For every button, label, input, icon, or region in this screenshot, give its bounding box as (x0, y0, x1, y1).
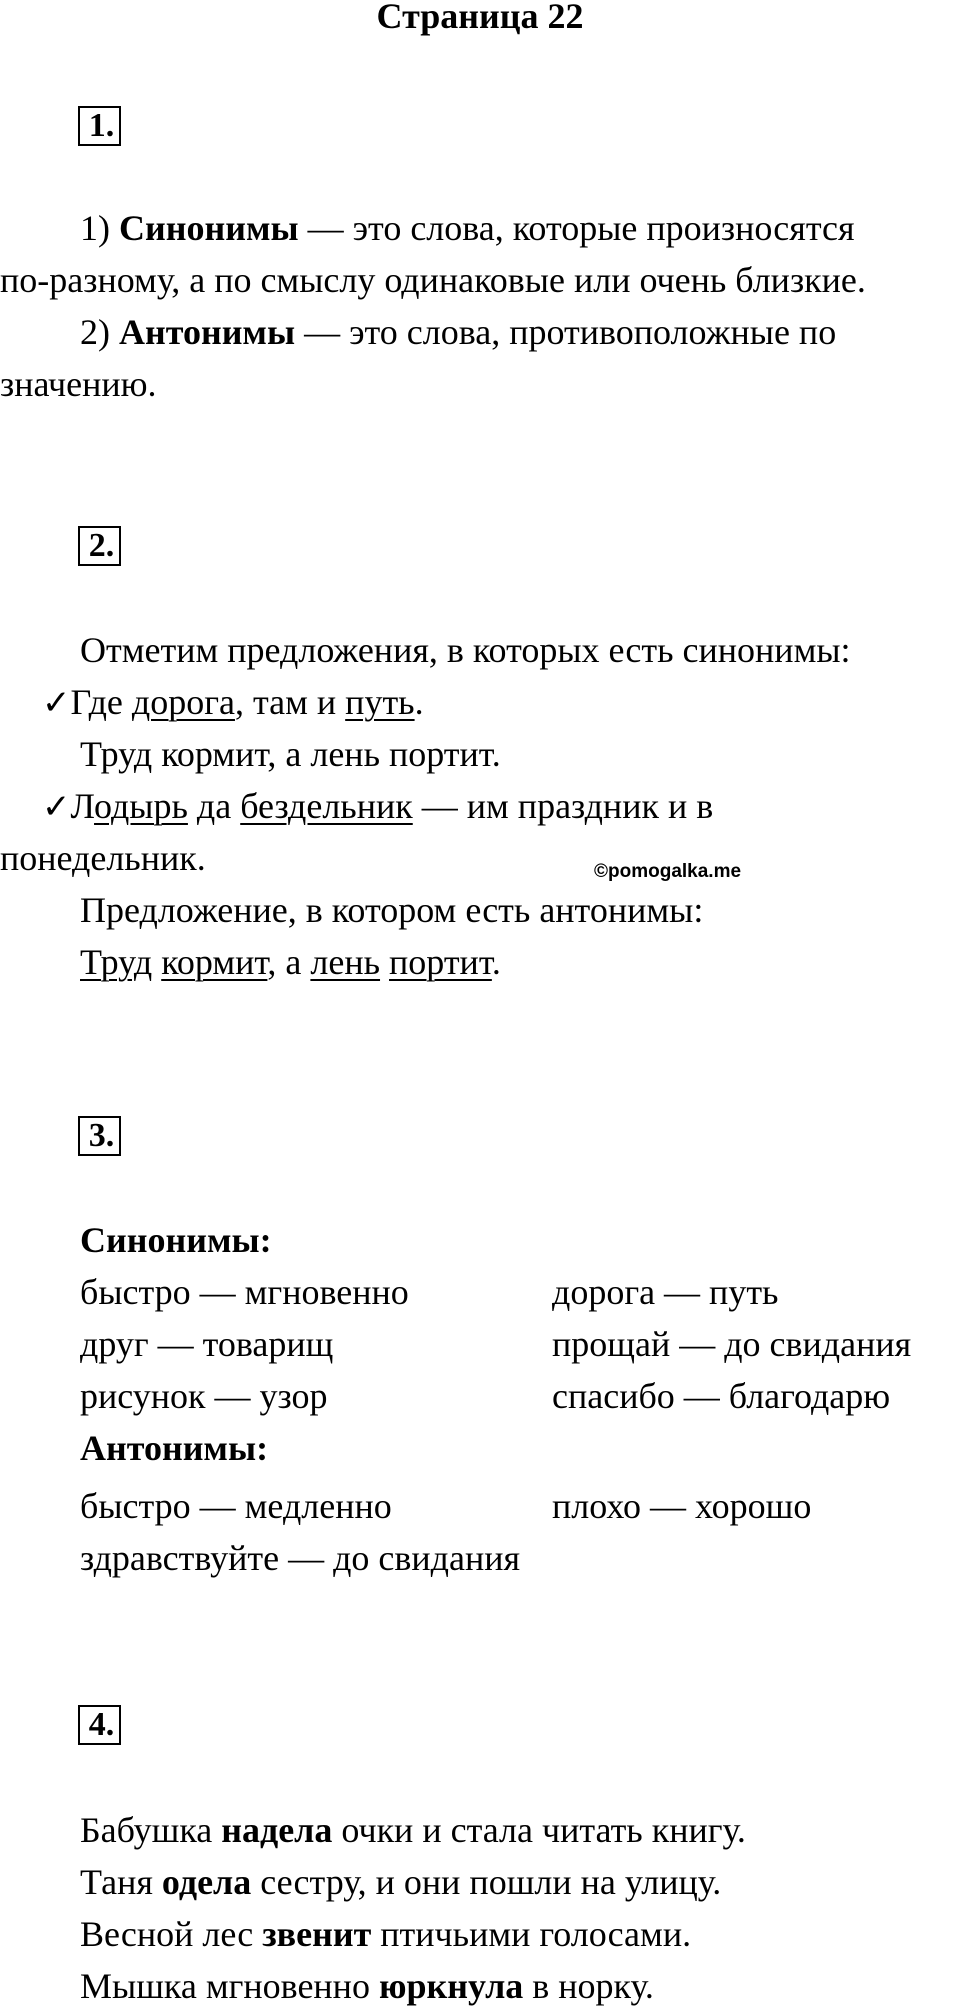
task-4-number: 4. (78, 1705, 121, 1745)
task-1-line-1: 1) Синонимы — это слова, которые произносятся (80, 208, 855, 248)
term-synonyms: Синонимы (119, 208, 299, 248)
task-1-line-2: по-разному, а по смыслу одинаковые или очень близкие. (0, 260, 866, 300)
task-1-number: 1. (78, 106, 121, 146)
checkmark-icon: ✓ (42, 683, 71, 723)
synonym-pair: друг — товарищ (80, 1324, 334, 1364)
synonym-pair: рисунок — узор (80, 1376, 328, 1416)
watermark: ©pomogalka.me (594, 861, 742, 882)
page-title: Страница 22 (376, 0, 584, 36)
synonym-pair: дорога — путь (552, 1272, 779, 1312)
antonym-pair: здравствуйте — до свидания (80, 1538, 521, 1578)
task-4-sentence-3: Весной лес звенит птичьими голосами. (80, 1914, 692, 1954)
task-2-sentence-3: ✓Лодырь да бездельник — им праздник и в (42, 786, 714, 827)
task-1-line-3: 2) Антонимы — это слова, противоположные по (80, 312, 837, 352)
synonym-pair: быстро — мгновенно (80, 1272, 409, 1312)
task-2-sentence-3-continued: понедельник. (0, 838, 206, 878)
task-1-line-4: значению. (0, 364, 157, 404)
task-4-sentence-2: Таня одела сестру, и они пошли на улицу. (80, 1862, 722, 1902)
synonym-pair: спасибо — благодарю (552, 1376, 891, 1416)
task-2-number: 2. (78, 526, 121, 566)
task-2-sentence-2: Труд кормит, а лень портит. (80, 734, 501, 774)
antonym-pair: плохо — хорошо (552, 1486, 812, 1526)
term-antonyms: Антонимы (119, 312, 296, 352)
task-3-number: 3. (78, 1116, 121, 1156)
task-4-sentence-1: Бабушка надела очки и стала читать книгу. (80, 1810, 746, 1850)
task-2-sentence-1: ✓Где дорога, там и путь. (42, 682, 424, 723)
synonym-pair: прощай — до свидания (552, 1324, 912, 1364)
task-2-antonym-intro: Предложение, в котором есть антонимы: (80, 890, 704, 930)
task-2-intro: Отметим предложения, в которых есть синонимы: (80, 630, 851, 670)
antonyms-header: Антонимы: (80, 1428, 269, 1468)
task-2-sentence-4: Труд кормит, а лень портит. (80, 942, 501, 982)
task-4-sentence-4: Мышка мгновенно юркнула в норку. (80, 1966, 654, 2006)
antonym-pair: быстро — медленно (80, 1486, 392, 1526)
checkmark-icon: ✓ (42, 787, 71, 827)
synonyms-header: Синонимы: (80, 1220, 272, 1260)
